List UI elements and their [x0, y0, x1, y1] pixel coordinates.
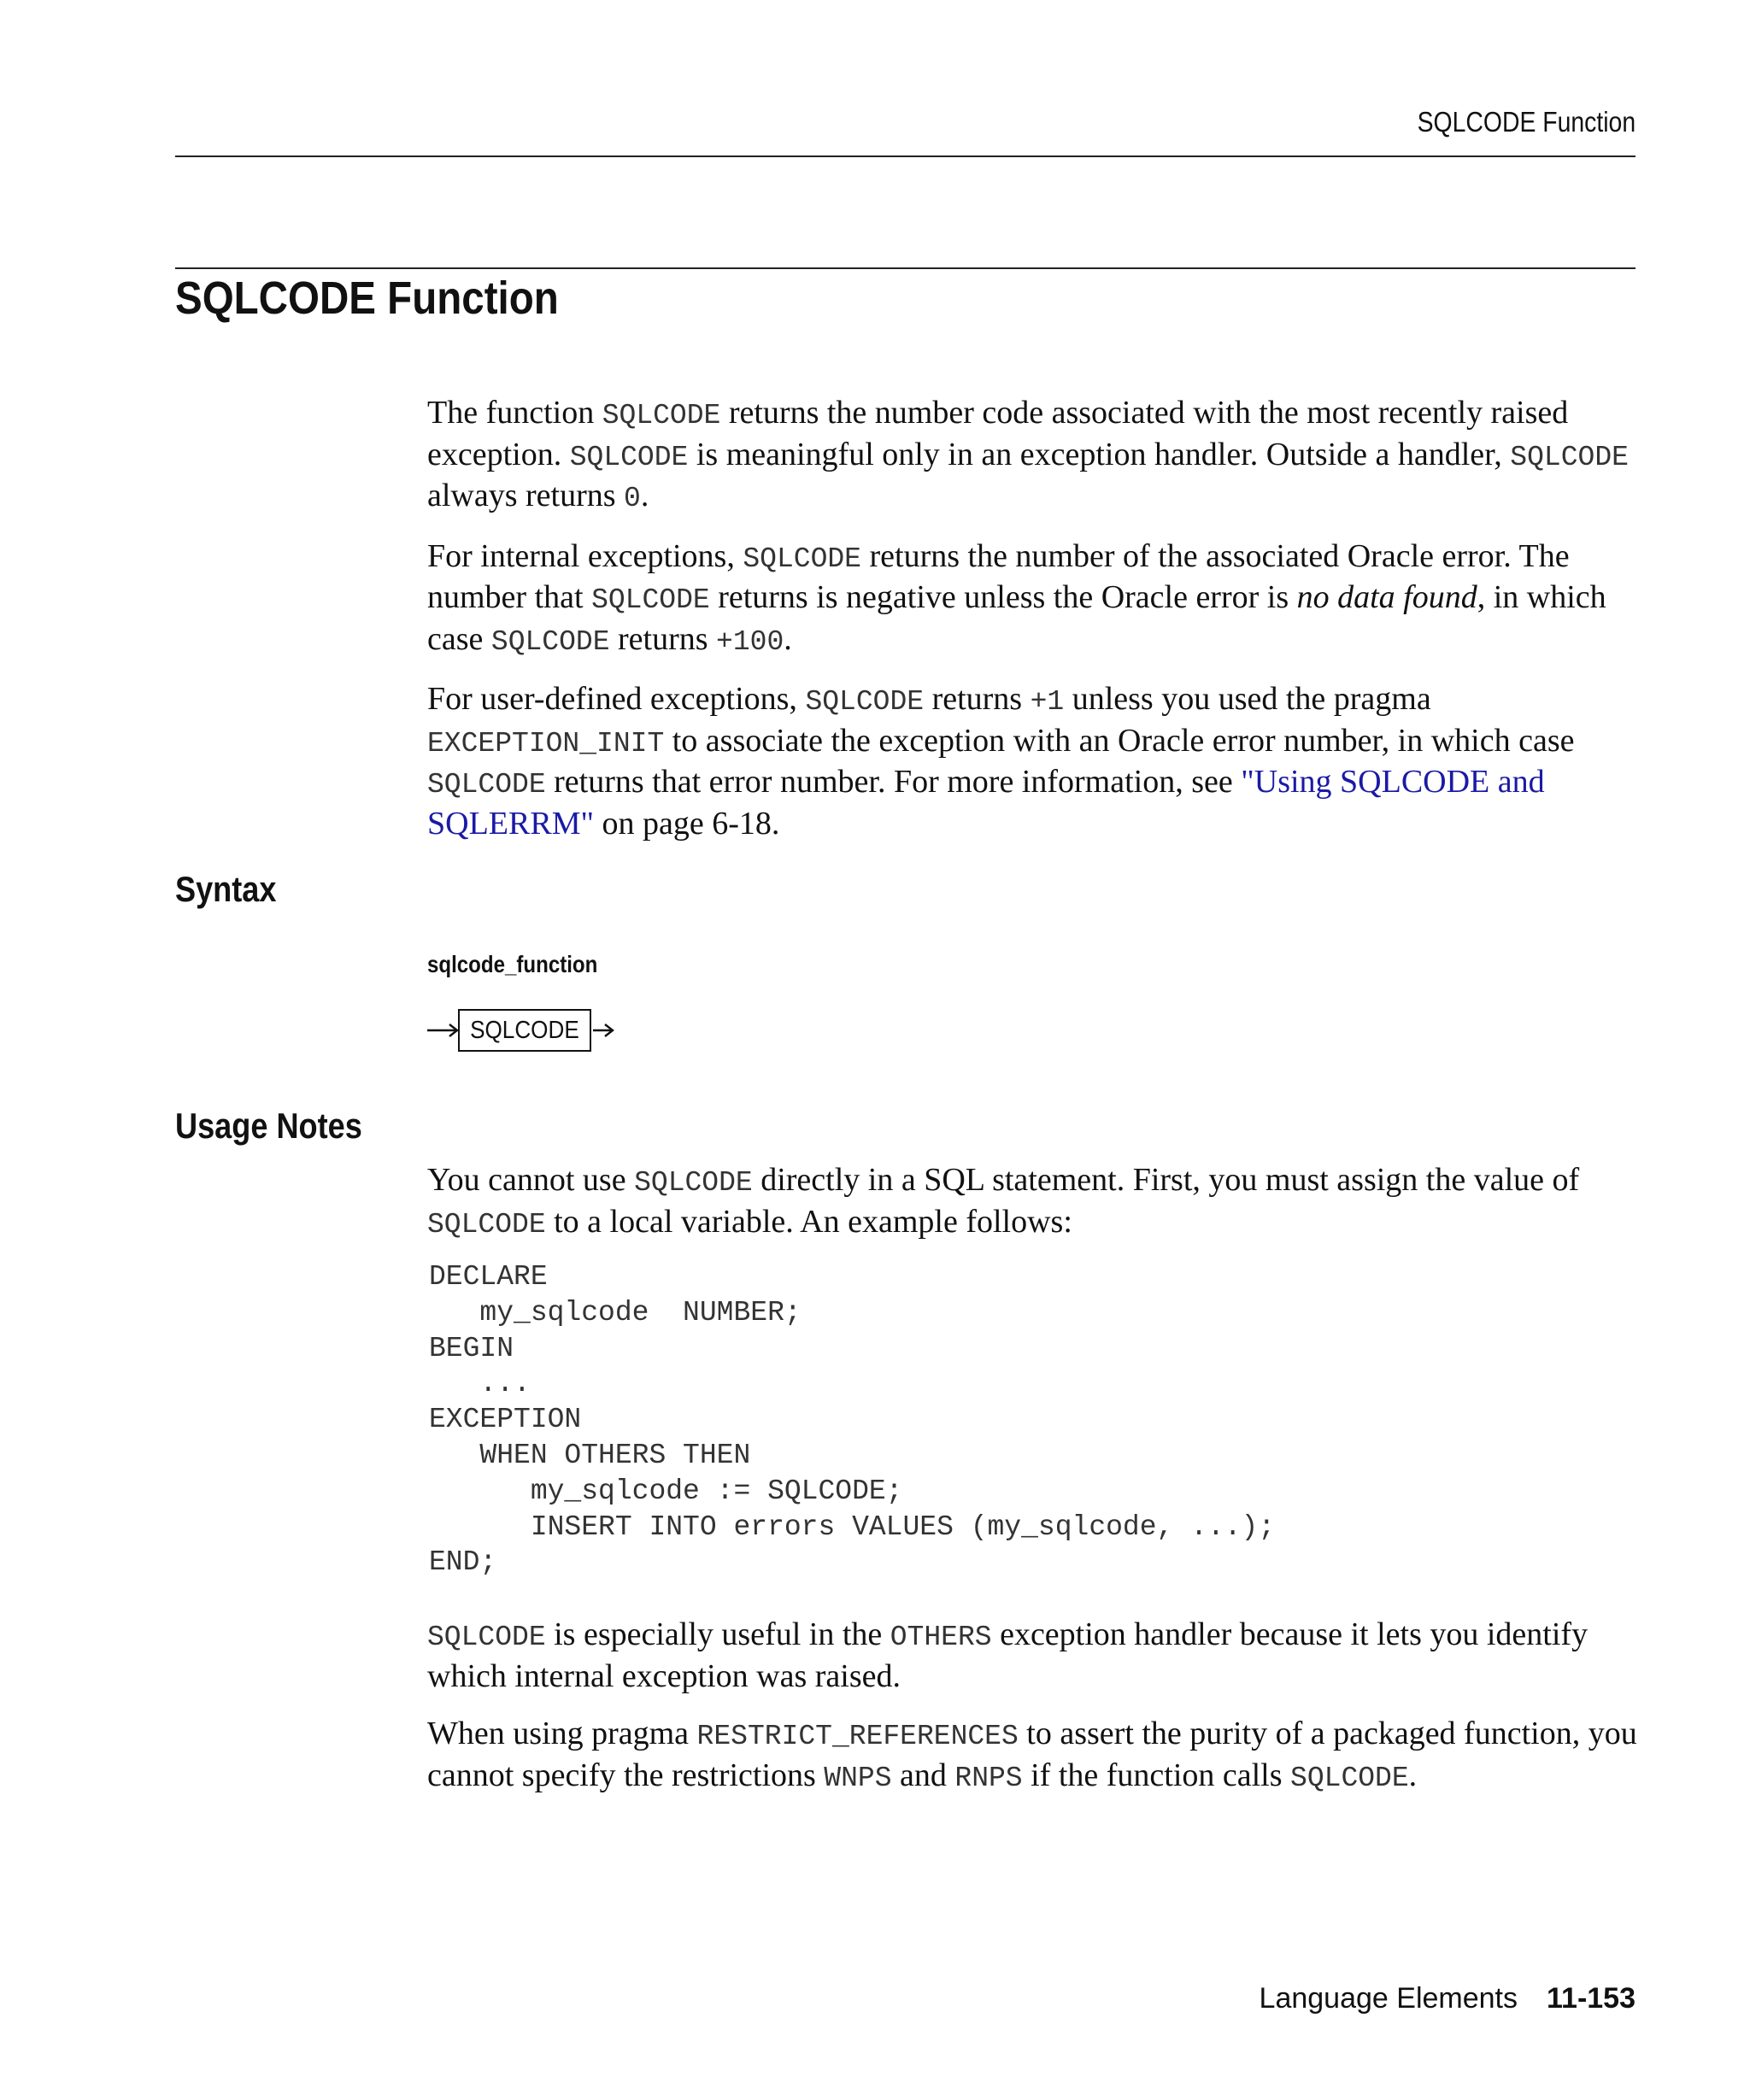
code-term: SQLCODE [1290, 1762, 1409, 1794]
text: returns [924, 681, 1031, 717]
text: is especially useful in the [545, 1616, 890, 1652]
code-term: RNPS [954, 1762, 1023, 1794]
intro-paragraph-2 [427, 537, 1641, 662]
text: When using pragma [427, 1716, 697, 1751]
text: For internal exceptions, [427, 537, 743, 574]
code-term: OTHERS [890, 1622, 992, 1653]
text: to associate the exception with an Oracle error number, in which case [664, 722, 1575, 759]
usage-intro [427, 1161, 1641, 1263]
title-rule [175, 267, 1635, 269]
intro-paragraph-1 [427, 394, 1641, 519]
text: directly in a SQL statement. First, you must assign the value of [752, 1162, 1580, 1198]
code-example: DECLARE my_sqlcode NUMBER; BEGIN ... EXCEPTION WHEN OTHERS THEN my_sqlcode := SQLCODE; INSERT INTO errors VALUES (my_sqlcode, ...); END; [429, 1261, 1276, 1579]
usage-paragraph-3 [427, 1715, 1641, 1798]
code-term: SQLCODE [634, 1167, 753, 1199]
usage-paragraph-1 [427, 1161, 1641, 1244]
code-term: WNPS [824, 1762, 892, 1794]
text: . [784, 620, 792, 657]
text: returns the number of the associated Oracle error. The number that [427, 537, 1570, 615]
code-term: +100 [716, 625, 784, 658]
running-header: SQLCODE Function [1417, 106, 1635, 138]
text: returns [609, 620, 717, 657]
text: , in which case [427, 579, 1606, 657]
text: always returns [427, 478, 625, 513]
code-term: SQLCODE [1510, 441, 1629, 473]
syntax-diagram-label: sqlcode_function [427, 951, 598, 977]
code-term: RESTRICT_REFERENCES [696, 1721, 1019, 1752]
code-term: SQLCODE [490, 625, 610, 658]
text: on page 6-18. [594, 805, 780, 842]
emphasis: no data found [1296, 579, 1477, 615]
code-term: 0 [624, 483, 641, 514]
code-term: SQLCODE [805, 686, 925, 718]
text: exception handler because it lets you identify which internal exception was raised. [427, 1616, 1589, 1694]
code-term: SQLCODE [569, 441, 689, 473]
code-term: SQLCODE [427, 1208, 546, 1241]
text: . [640, 478, 649, 513]
syntax-heading: Syntax [175, 869, 277, 909]
footer-section-title: Language Elements [1259, 1982, 1518, 2015]
code-term: SQLCODE [602, 400, 721, 431]
text: returns is negative unless the Oracle error is [709, 579, 1297, 615]
text: . [1408, 1757, 1418, 1793]
cross-reference-link[interactable]: "Using SQLCODE and SQLERRM" [427, 764, 1545, 842]
text: returns the number code associated with the most recently raised exception. [427, 395, 1569, 472]
text: The function [427, 395, 602, 431]
intro-paragraph-3 [427, 680, 1641, 843]
text: is meaningful only in an exception handler. Outside a handler, [688, 436, 1511, 472]
text: unless you used the pragma [1064, 681, 1431, 717]
page-footer [1260, 1982, 1635, 2015]
header-rule [175, 155, 1635, 157]
syntax-diagram-box [458, 1009, 591, 1052]
text: to assert the purity of a packaged function, you cannot specify the restrictions [427, 1716, 1637, 1793]
usage-paragraph-2 [427, 1616, 1641, 1696]
code-term: +1 [1030, 686, 1065, 718]
usage-notes-body [427, 1616, 1641, 1816]
usage-notes-heading: Usage Notes [175, 1106, 362, 1146]
code-term: SQLCODE [427, 769, 546, 801]
text: For user-defined exceptions, [427, 681, 806, 717]
code-term: SQLCODE [427, 1622, 546, 1653]
text: to a local variable. An example follows: [545, 1203, 1072, 1240]
syntax-diagram-box-label: SQLCODE [470, 1016, 579, 1044]
intro-section [427, 394, 1641, 862]
text: if the function calls [1022, 1757, 1291, 1793]
page-title: SQLCODE Function [175, 273, 559, 324]
code-term: SQLCODE [591, 584, 710, 616]
code-term: SQLCODE [743, 543, 861, 575]
text: returns that error number. For more information, see [545, 764, 1242, 800]
text: and [891, 1757, 955, 1793]
text: You cannot use [427, 1162, 635, 1198]
page-number: 11-153 [1547, 1982, 1635, 2015]
code-term: EXCEPTION_INIT [427, 727, 665, 760]
